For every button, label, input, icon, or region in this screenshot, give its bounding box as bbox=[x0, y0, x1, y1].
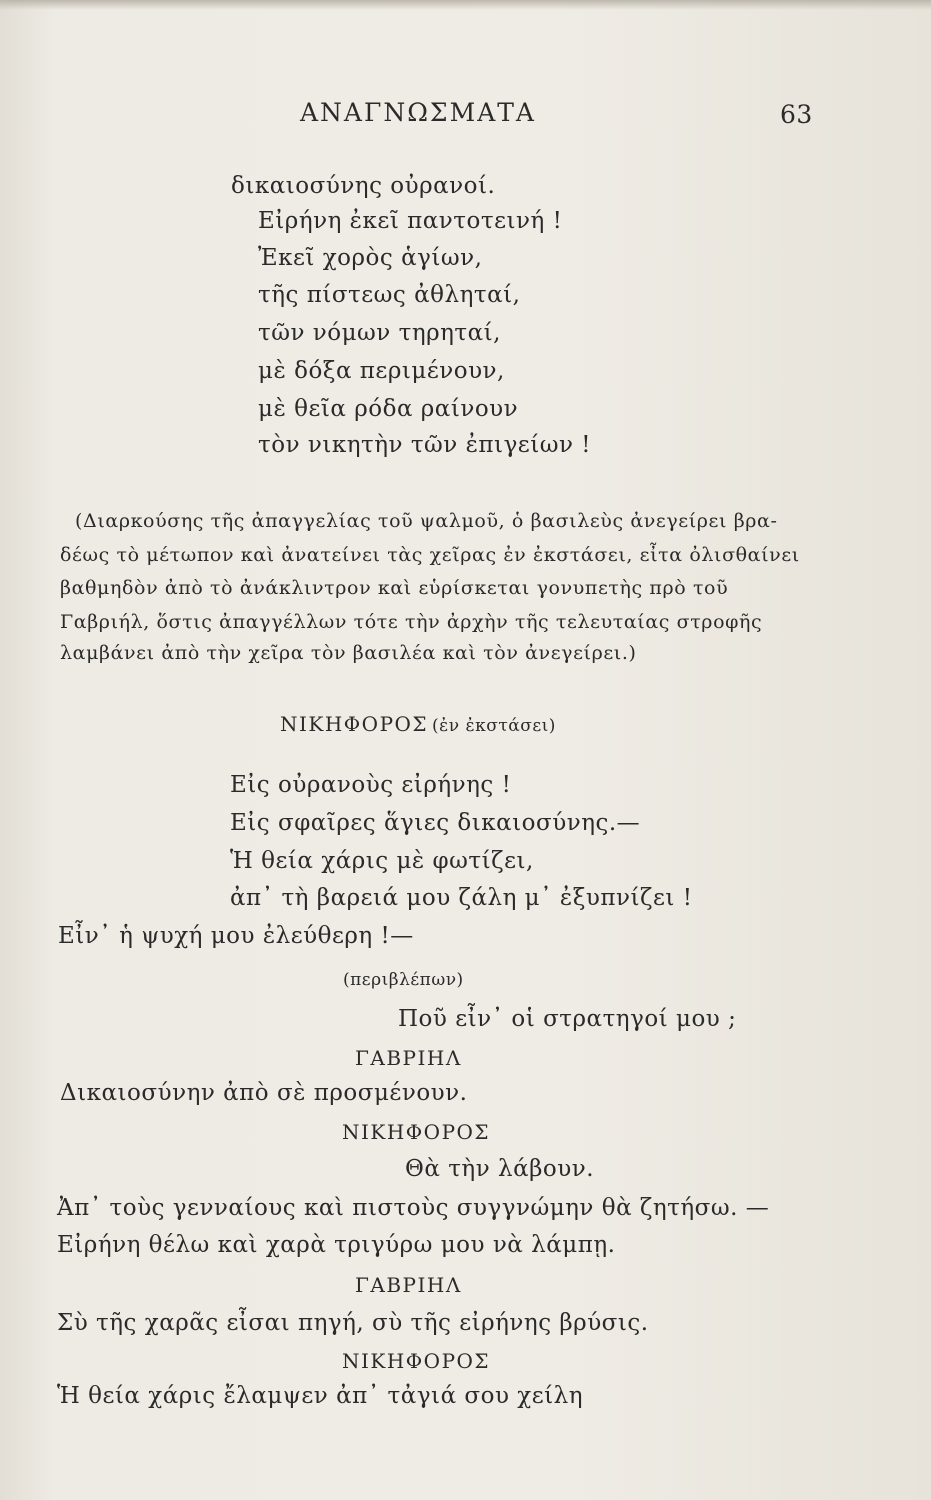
verse-line: Ἡ θεία χάρις ἔλαμψεν ἀπ᾽ τἀγιά σου χείλη bbox=[57, 1383, 583, 1409]
stage-direction-line: (Διαρκούσης τῆς ἀπαγγελίας τοῦ ψαλμοῦ, ὁ βασιλεὺς ἀνεγείρει βρα- bbox=[75, 510, 778, 532]
verse-line: Ἐκεῖ χορὸς ἁγίων, bbox=[258, 245, 483, 271]
verse-line: Ποῦ εἶν᾽ οἱ στρατηγοί μου ; bbox=[398, 1006, 737, 1032]
verse-line: Σὺ τῆς χαρᾶς εἶσαι πηγή, σὺ τῆς εἰρήνης βρύσις. bbox=[57, 1310, 649, 1336]
speaker-name: ΝΙΚΗΦΟΡΟΣ bbox=[342, 1120, 491, 1144]
verse-line: ἀπ᾽ τὴ βαρειά μου ζάλη μ᾽ ἐξυπνίζει ! bbox=[230, 885, 693, 911]
verse-line: Ἡ θεία χάρις μὲ φωτίζει, bbox=[230, 848, 534, 874]
speaker-name: ΝΙΚΗΦΟΡΟΣ bbox=[342, 1349, 491, 1373]
verse-line: Εἶν᾽ ἡ ψυχή μου ἐλεύθερη !— bbox=[58, 923, 414, 949]
speaker-name: ΝΙΚΗΦΟΡΟΣ bbox=[280, 712, 429, 736]
stage-direction-line: βαθμηδὸν ἀπὸ τὸ ἀνάκλιντρον καὶ εὑρίσκεται γονυπετὴς πρὸ τοῦ bbox=[60, 577, 729, 599]
speaker-name: ΓΑΒΡΙΗΛ bbox=[355, 1046, 462, 1070]
verse-line: Θὰ τὴν λάβουν. bbox=[405, 1156, 595, 1182]
stage-direction-line: δέως τὸ μέτωπον καὶ ἀνατείνει τὰς χεῖρας ἐν ἐκστάσει, εἶτα ὀλισθαίνει bbox=[60, 544, 800, 566]
stage-direction-line: λαμβάνει ἀπὸ τὴν χεῖρα τὸν βασιλέα καὶ τὸν ἀνεγείρει.) bbox=[60, 642, 637, 664]
verse-line: μὲ δόξα περιμένουν, bbox=[258, 358, 505, 384]
verse-line: Εἰρήνη ἐκεῖ παντοτεινή ! bbox=[258, 208, 563, 234]
verse-line: δικαιοσύνης οὐρανοί. bbox=[231, 173, 496, 199]
verse-line: Εἰς σφαῖρες ἅγιες δικαιοσύνης.— bbox=[230, 810, 641, 836]
verse-line: μὲ θεῖα ρόδα ραίνουν bbox=[258, 396, 519, 422]
speaker-note: (ἐν ἐκστάσει) bbox=[432, 716, 556, 736]
aside-direction: (περιβλέπων) bbox=[343, 970, 464, 990]
running-header-title: ΑΝΑΓΝΩΣΜΑΤΑ bbox=[300, 98, 536, 127]
verse-line: τῆς πίστεως ἀθληταί, bbox=[258, 282, 521, 308]
verse-line: Εἰρήνη θέλω καὶ χαρὰ τριγύρω μου νὰ λάμπῃ. bbox=[57, 1232, 616, 1258]
verse-line: Δικαιοσύνην ἀπὸ σὲ προσμένουν. bbox=[60, 1080, 468, 1106]
verse-line: Ἀπ᾽ τοὺς γενναίους καὶ πιστοὺς συγγνώμην θὰ ζητήσω. — bbox=[57, 1195, 770, 1221]
speaker-name: ΓΑΒΡΙΗΛ bbox=[355, 1273, 462, 1297]
page-top-edge bbox=[0, 0, 931, 10]
verse-line: τὸν νικητὴν τῶν ἐπιγείων ! bbox=[258, 432, 592, 458]
page-number: 63 bbox=[780, 100, 813, 129]
stage-direction-line: Γαβριήλ, ὅστις ἀπαγγέλλων τότε τὴν ἀρχὴν τῆς τελευταίας στροφῆς bbox=[60, 611, 763, 633]
verse-line: Εἰς οὐρανοὺς εἰρήνης ! bbox=[230, 772, 512, 798]
verse-line: τῶν νόμων τηρηταί, bbox=[258, 320, 501, 346]
